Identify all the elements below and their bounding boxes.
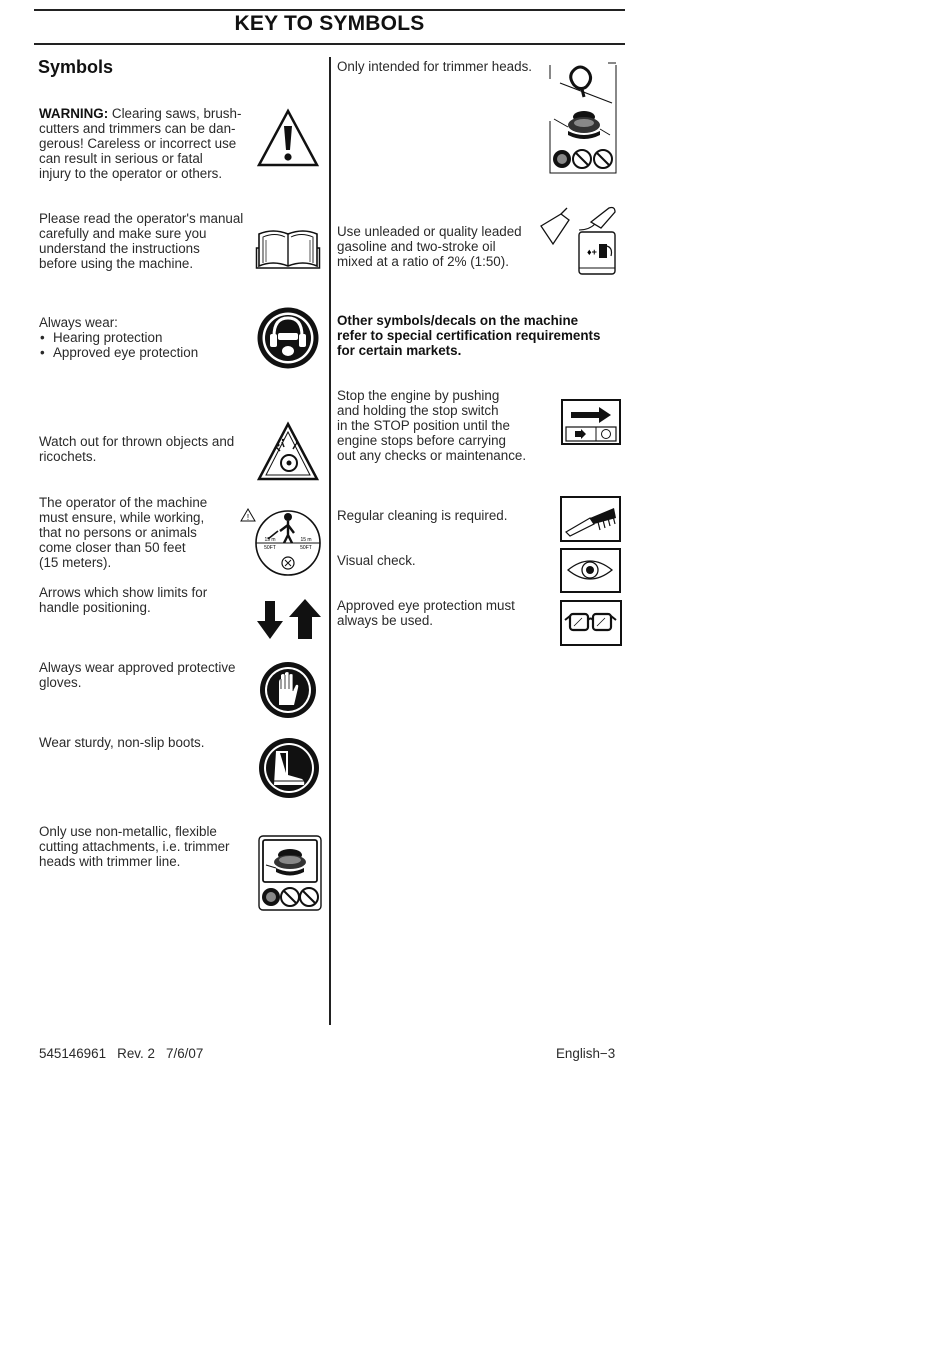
boots-text: Wear sturdy, non-slip boots. [39, 735, 205, 750]
safety-distance-icon [238, 507, 322, 579]
wear-list [39, 330, 198, 360]
list-item: • Hearing protection [39, 330, 198, 345]
trimmer-heads-text: Only intended for trimmer heads. [337, 59, 532, 74]
ear-eye-protection-icon [256, 306, 320, 370]
title-underline [34, 43, 625, 45]
gloves-icon [259, 661, 317, 719]
thrown-objects-icon [256, 421, 320, 483]
warning-paragraph [39, 106, 241, 181]
cleaning-text: Regular cleaning is required. [337, 508, 508, 523]
top-rule [34, 9, 625, 11]
safety-glasses-icon [560, 600, 622, 646]
list-item: • Approved eye protection [39, 345, 198, 360]
cleaning-brush-icon [560, 496, 621, 542]
gloves-text: Always wear approved protective gloves. [39, 660, 236, 691]
svg-text:♦+: ♦+ [587, 247, 597, 257]
page-number: English−3 [556, 1046, 616, 1061]
distance-label: 50FT [300, 545, 312, 551]
section-heading: Symbols [38, 57, 114, 77]
handle-arrows-text: Arrows which show limits for handle positioning. [39, 585, 208, 616]
distance-label: 15 m [264, 537, 276, 543]
handle-arrows-icon [257, 597, 323, 641]
visual-check-text: Visual check. [337, 553, 416, 568]
open-book-icon [255, 226, 321, 270]
warning-label: WARNING: [39, 106, 109, 121]
other-symbols-note: Other symbols/decals on the machine refer to special certification requirements for certain markets. [337, 313, 601, 359]
stop-switch-icon [561, 399, 621, 445]
thrown-objects-text: Watch out for thrown objects and ricochets. [39, 434, 235, 465]
safety-distance-text: The operator of the machine must ensure, while working, that no persons or animals come closer than 50 feet (15 meters). [39, 495, 208, 571]
manual-text: Please read the operator's manual carefully and make sure you understand the instructions before using the machine. [39, 211, 244, 272]
column-divider [329, 57, 331, 1025]
stop-engine-text: Stop the engine by pushing and holding the stop switch in the STOP position until the engine stops before carrying out any checks or maintenance. [337, 388, 527, 464]
eye-protection-text: Approved eye protection must always be used. [337, 598, 515, 629]
distance-label: 50FT [264, 545, 276, 551]
boots-icon [258, 737, 320, 799]
fuel-mix-text: Use unleaded or quality leaded gasoline and two-stroke oil mixed at a ratio of 2% (1:50). [337, 224, 522, 270]
distance-label: 15 m [300, 537, 312, 543]
svg-text:!: ! [246, 513, 250, 522]
page-title: KEY TO SYMBOLS [234, 12, 425, 35]
warning-triangle-icon [256, 108, 320, 168]
eye-check-icon [560, 548, 621, 593]
attachments-text: Only use non-metallic, flexible cutting attachments, i.e. trimmer heads with trimmer line. [39, 824, 230, 870]
document-info: 545146961 Rev. 2 7/6/07 [39, 1046, 204, 1061]
warning-text: Clearing saws, brush- cutters and trimmers can be dan- gerous! Careless or incorrect use can result in serious or fatal injury to the operator or others. [39, 106, 242, 182]
fuel-mix-icon [539, 204, 619, 278]
trimmer-line-icon [548, 61, 618, 175]
trimmer-head-decal-icon [258, 835, 322, 911]
always-wear-label: Always wear: [39, 315, 118, 330]
